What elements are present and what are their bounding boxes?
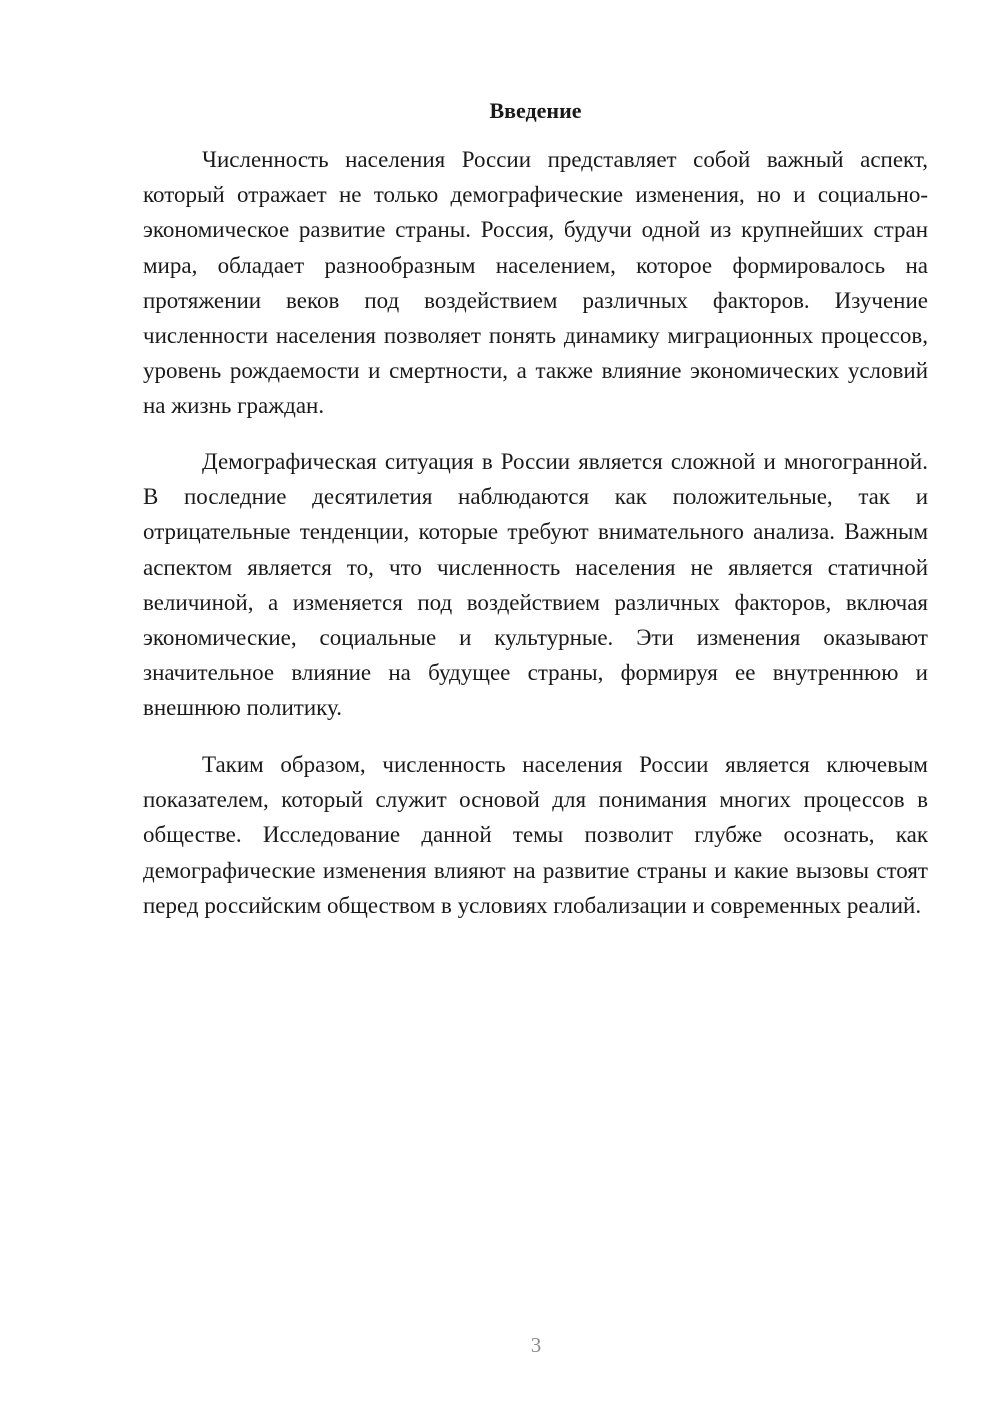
- paragraph-3: Таким образом, численность населения России является ключевым показателем, который служит основой для понимания многих процессов в обществе. Исследование данной темы позволит глубже осознать, как демографические изменения влияют на развитие страны и какие вызовы стоят перед российским обществом в условиях глобализации и современных реалий.: [143, 752, 928, 918]
- section-heading: Введение: [489, 98, 582, 123]
- page-number: 3: [530, 1333, 542, 1357]
- paragraph-1: Численность населения России представляет собой важный аспект, который отражает не только демографические изменения, но и социально-экономическое развитие страны. Россия, будучи одной из крупнейших стран мира, обладает разнообразным населением, которое формировалось на протяжении веков под воздействием различных факторов. Изучение численности населения позволяет понять динамику миграционных процессов, уровень рождаемости и смертности, а также влияние экономических условий на жизнь граждан.: [143, 147, 928, 419]
- paragraph-2: Демографическая ситуация в России является сложной и многогранной. В последние десятилетия наблюдаются как положительные, так и отрицательные тенденции, которые требуют внимательного анализа. Важным аспектом является то, что численность населения не является статичной величиной, а изменяется под воздействием различных факторов, включая экономические, социальные и культурные. Эти изменения оказывают значительное влияние на будущее страны, формируя ее внутреннюю и внешнюю политику.: [143, 449, 928, 721]
